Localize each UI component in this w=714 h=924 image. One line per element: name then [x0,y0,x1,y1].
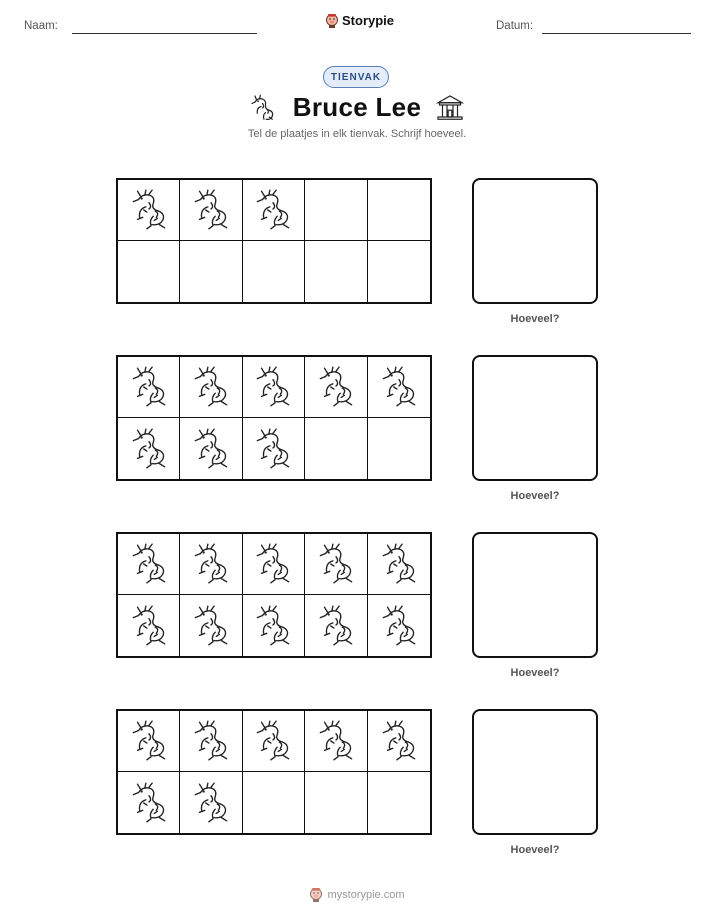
dragon-icon [315,603,357,649]
ten-frame-cell [305,180,367,241]
ten-frame-cell [305,711,367,772]
name-line[interactable] [72,33,257,34]
dragon-icon [378,541,420,587]
date-label: Datum: [496,20,534,32]
dragon-icon [252,187,294,233]
ten-frame-cell [243,595,305,656]
answer-label: Hoeveel? [510,313,560,325]
ten-frame-cell [305,418,367,479]
dragon-icon [315,541,357,587]
ten-frame-cell [118,711,180,772]
footer [0,887,714,902]
ten-frame-cell [243,241,305,302]
pig-mascot-icon [309,887,323,902]
page-title: Bruce Lee [292,92,422,122]
ten-frame-cell [243,357,305,418]
ten-frame-cell [305,595,367,656]
dragon-icon [190,187,232,233]
dragon-icon [190,364,232,410]
pig-mascot-icon [325,13,339,28]
answer-box[interactable] [472,709,598,835]
ten-frame-cell [118,180,180,241]
instructions: Tel de plaatjes in elk tienvak. Schrijf hoeveel. [247,128,467,140]
ten-frame-cell [305,534,367,595]
ten-frame-cell [118,241,180,302]
ten-frame [116,178,432,304]
title-row [0,92,714,123]
ten-frame-cell [180,772,242,833]
ten-frame [116,532,432,658]
brand-logo [325,13,394,28]
ten-frame-cell [368,241,430,302]
dragon-icon [249,93,279,123]
dragon-icon [128,364,170,410]
dragon-icon [252,364,294,410]
brand-name: Storypie [342,13,395,28]
ten-frame [116,355,432,481]
dragon-icon [190,718,232,764]
ten-frame-cell [243,180,305,241]
dragon-icon [315,364,357,410]
dragon-icon [190,541,232,587]
dragon-icon [378,603,420,649]
ten-frame-cell [243,534,305,595]
ten-frame-cell [305,772,367,833]
ten-frame-cell [118,418,180,479]
ten-frame-cell [118,357,180,418]
ten-frame-cell [368,180,430,241]
ten-frame-cell [368,711,430,772]
ten-frame-cell [368,534,430,595]
footer-url[interactable]: mystorypie.com [327,888,405,901]
ten-frame-cell [180,534,242,595]
answer-label: Hoeveel? [510,667,560,679]
ten-frame-cell [118,772,180,833]
date-line[interactable] [542,33,691,34]
answer-box[interactable] [472,178,598,304]
dragon-icon [252,541,294,587]
ten-frame-cell [180,418,242,479]
dragon-icon [378,718,420,764]
temple-icon [435,93,465,123]
dragon-icon [252,426,294,472]
ten-frame-cell [243,418,305,479]
worksheet-type-badge: TIENVAK [323,66,389,88]
ten-frame-cell [368,772,430,833]
dragon-icon [190,780,232,826]
ten-frame-cell [368,357,430,418]
ten-frame-cell [243,711,305,772]
answer-label: Hoeveel? [510,490,560,502]
answer-box[interactable] [472,355,598,481]
ten-frame-cell [180,357,242,418]
ten-frame [116,709,432,835]
ten-frame-cell [243,772,305,833]
dragon-icon [128,780,170,826]
name-label: Naam: [24,20,58,32]
ten-frame-cell [118,595,180,656]
ten-frame-cell [180,241,242,302]
dragon-icon [252,718,294,764]
dragon-icon [190,426,232,472]
ten-frame-cell [305,241,367,302]
dragon-icon [190,603,232,649]
answer-label: Hoeveel? [510,844,560,856]
ten-frame-cell [180,595,242,656]
dragon-icon [128,187,170,233]
ten-frame-cell [368,418,430,479]
ten-frame-cell [118,534,180,595]
dragon-icon [378,364,420,410]
dragon-icon [315,718,357,764]
dragon-icon [128,603,170,649]
dragon-icon [128,541,170,587]
ten-frame-cell [180,711,242,772]
ten-frame-cell [305,357,367,418]
ten-frame-cell [180,180,242,241]
ten-frame-cell [368,595,430,656]
dragon-icon [252,603,294,649]
dragon-icon [128,718,170,764]
dragon-icon [128,426,170,472]
answer-box[interactable] [472,532,598,658]
